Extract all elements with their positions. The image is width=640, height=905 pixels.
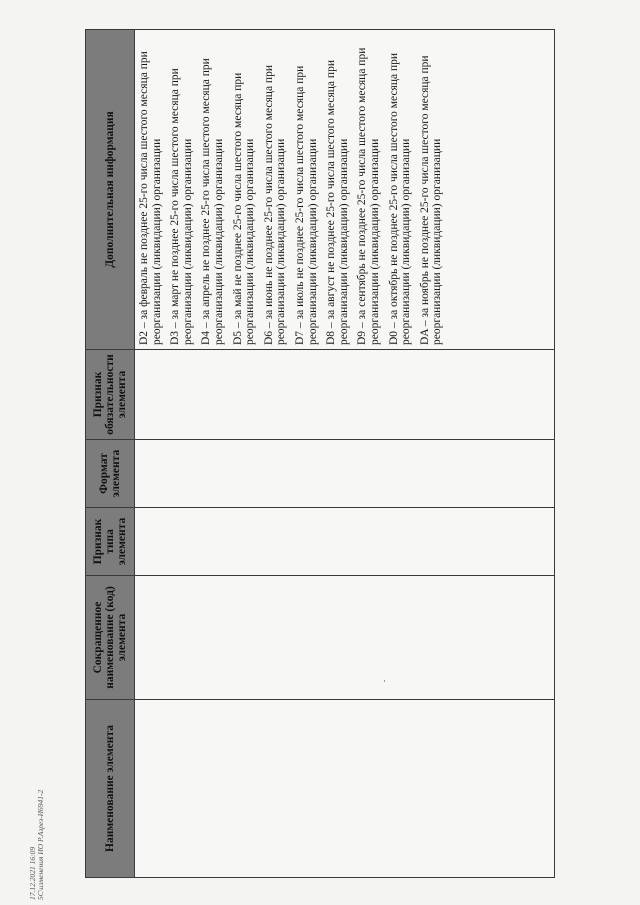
- info-item-d7: D7 – за июль не позднее 25-го числа шестого месяца при реорганизации (ликвидации) организации: [293, 65, 319, 345]
- cell-short-name: [135, 576, 555, 700]
- header-mandatory-flag: Признак обязательности элемента: [86, 350, 135, 440]
- info-item-d9: D9 – за сентябрь не позднее 25-го числа шестого месяца при реорганизации (ликвидации) организации: [356, 47, 381, 345]
- table-header-row: [86, 30, 135, 878]
- info-item-d2: D2 – за февраль не позднее 25-го числа шестого месяца при реорганизации (ликвидации) организации: [138, 51, 163, 345]
- table-row: [135, 30, 555, 878]
- scan-mark: [384, 680, 385, 682]
- info-item-d6: D6 – за июнь не позднее 25-го числа шестого месяца при реорганизации (ликвидации) организации: [262, 65, 288, 345]
- header-additional-info: Дополнительная информация: [86, 30, 135, 350]
- cell-mandatory-flag: [135, 350, 555, 440]
- info-item-d5: D5 – за май не позднее 25-го числа шестого месяца при реорганизации (ликвидации) организации: [231, 72, 257, 345]
- header-element-type: Признак типа элемента: [86, 508, 135, 576]
- header-element-name: Наименование элемента: [86, 700, 135, 878]
- header-element-format: Формат элемента: [86, 440, 135, 508]
- info-item-da: DA – за ноябрь не позднее 25-го числа шестого месяца при реорганизации (ликвидации) организации: [418, 55, 444, 345]
- footer-stamp: [28, 789, 45, 900]
- cell-element-type: [135, 508, 555, 576]
- cell-element-name: [135, 700, 555, 878]
- info-item-d4: D4 – за апрель не позднее 25-го числа шестого месяца при реорганизации (ликвидации) организации: [200, 58, 225, 345]
- footer-line-2: 5С\изменения ИО Р.Азрез-И6941-2: [36, 789, 45, 900]
- rotated-table-frame: [85, 30, 555, 878]
- info-item-d3: D3 – за март не позднее 25-го числа шестого месяца при реорганизации (ликвидации) организации: [169, 68, 194, 345]
- footer-line-1: 17.12.2021 16:09: [28, 846, 37, 900]
- info-item-d0: D0 – за октябрь не позднее 25-го числа шестого месяца при реорганизации (ликвидации) организации: [387, 52, 413, 345]
- header-short-name: Сокращенное наименование (код) элемента: [86, 576, 135, 700]
- element-table: [85, 29, 555, 878]
- cell-element-format: [135, 440, 555, 508]
- document-table-area: [85, 30, 555, 878]
- info-item-d8: D8 – за август не позднее 25-го числа шестого месяца при реорганизации (ликвидации) организации: [325, 60, 350, 345]
- cell-additional-info: [135, 30, 555, 350]
